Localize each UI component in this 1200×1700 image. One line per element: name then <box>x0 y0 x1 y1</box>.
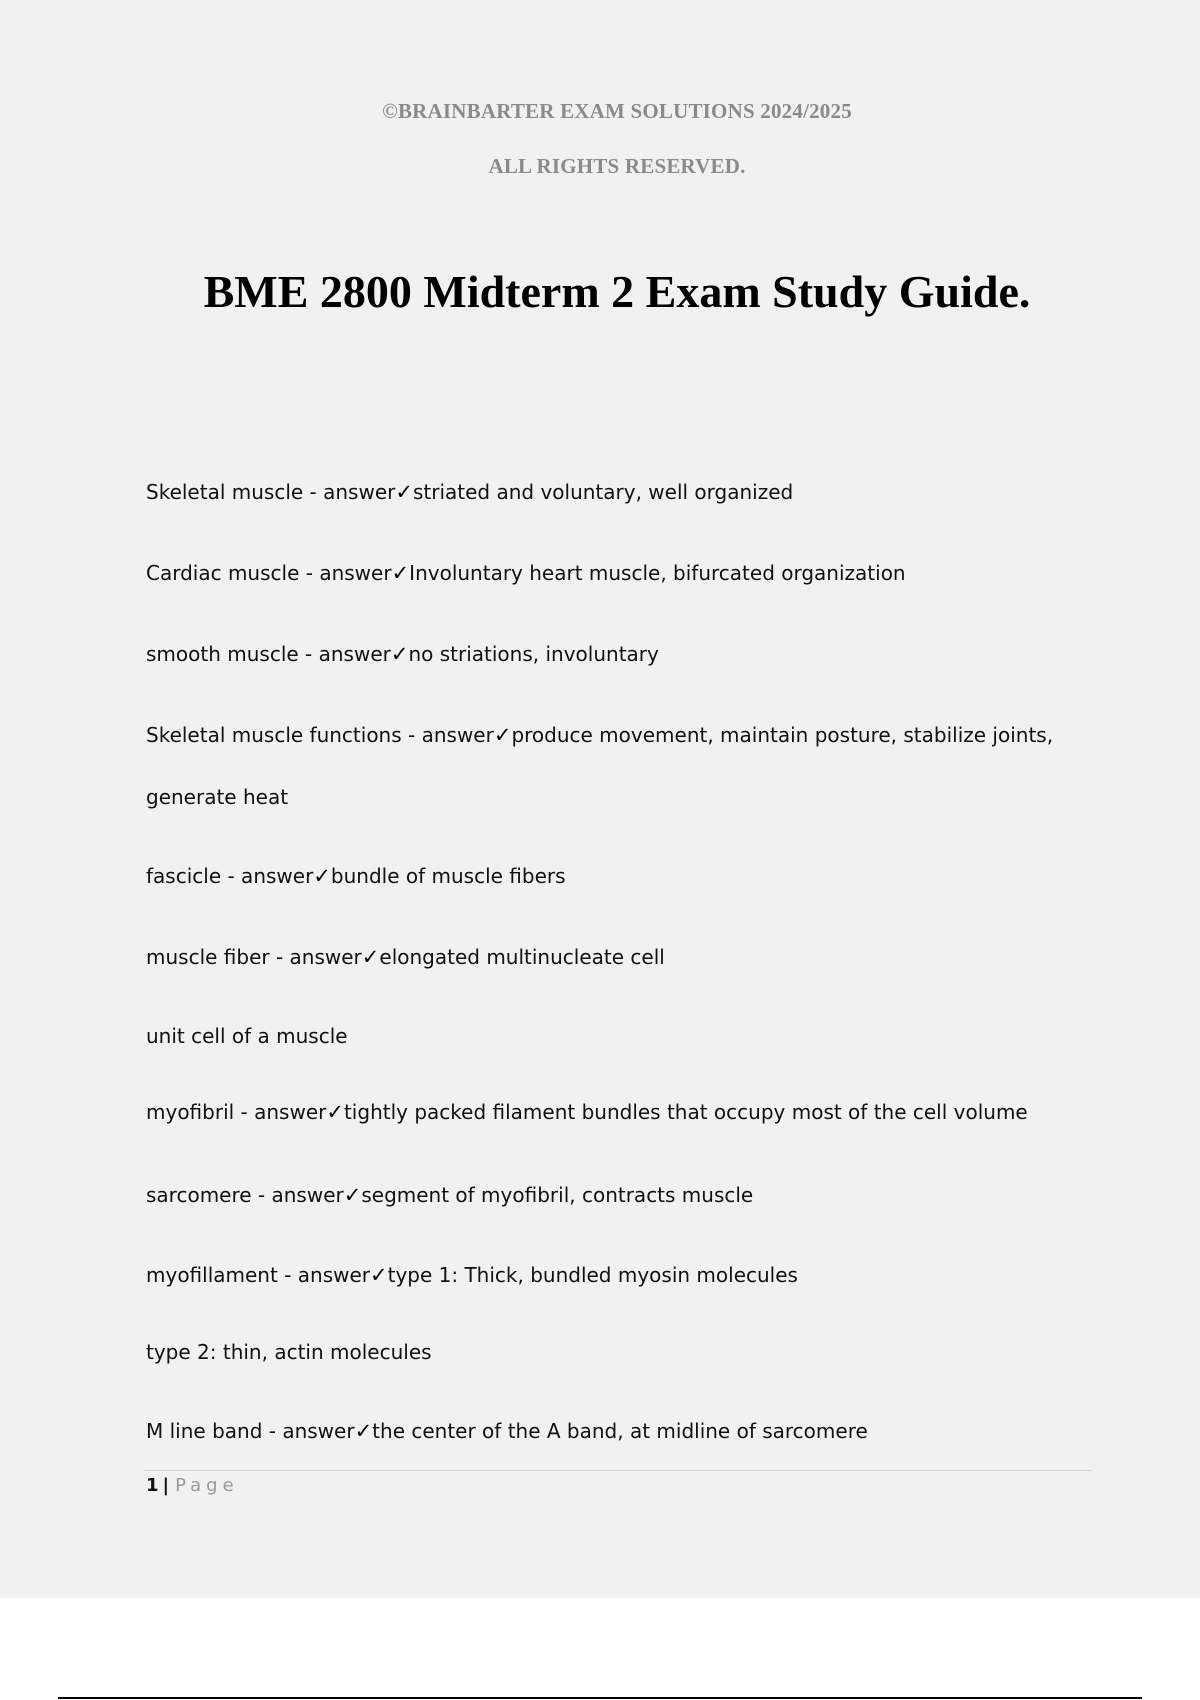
entry-continuation: unit cell of a muscle <box>146 1024 348 1048</box>
entry-answer: type 1: Thick, bundled myosin molecules <box>387 1263 798 1287</box>
entry-continuation: type 2: thin, actin molecules <box>146 1340 432 1364</box>
checkmark-icon: ✓ <box>361 945 380 969</box>
entry-term: myofillament - answer <box>146 1263 370 1287</box>
checkmark-icon: ✓ <box>391 561 410 585</box>
checkmark-icon: ✓ <box>354 1419 373 1443</box>
page-number: 1 <box>146 1475 159 1496</box>
rights-reserved-header: ALL RIGHTS RESERVED. <box>488 154 746 178</box>
entry-smooth-muscle <box>146 642 659 666</box>
checkmark-icon: ✓ <box>493 723 512 747</box>
page-label: Page <box>175 1475 239 1496</box>
checkmark-icon: ✓ <box>395 480 413 504</box>
entry-answer: no striations, involuntary <box>408 642 659 666</box>
checkmark-icon: ✓ <box>326 1100 344 1124</box>
checkmark-icon: ✓ <box>343 1183 362 1207</box>
checkmark-icon: ✓ <box>390 642 409 666</box>
entry-answer: tightly packed filament bundles that occupy most of the cell volume <box>343 1100 1028 1124</box>
entry-term: M line band - answer <box>146 1419 355 1443</box>
entry-skeletal-muscle <box>146 480 793 504</box>
entry-term: Skeletal muscle - answer <box>146 480 396 504</box>
next-page-top-rule <box>58 1697 1142 1699</box>
entry-myofibril <box>146 1100 1028 1124</box>
entry-term: myofibril - answer <box>146 1100 327 1124</box>
entry-sarcomere <box>146 1183 753 1207</box>
entry-answer: elongated multinucleate cell <box>379 945 665 969</box>
entry-term: smooth muscle - answer <box>146 642 391 666</box>
page-footer <box>146 1475 239 1496</box>
copyright-header: ©BRAINBARTER EXAM SOLUTIONS 2024/2025 <box>382 99 852 123</box>
entry-cardiac-muscle <box>146 561 906 585</box>
footer-separator: | <box>162 1475 170 1496</box>
entry-fascicle <box>146 864 566 888</box>
checkmark-icon: ✓ <box>313 864 331 888</box>
entry-muscle-fiber <box>146 945 665 969</box>
entry-answer: Involuntary heart muscle, bifurcated organization <box>409 561 906 585</box>
entry-answer: striated and voluntary, well organized <box>412 480 794 504</box>
entry-myofillament <box>146 1263 798 1287</box>
entry-answer: segment of myofibril, contracts muscle <box>361 1183 754 1207</box>
entry-answer: the center of the A band, at midline of sarcomere <box>372 1419 868 1443</box>
footer-divider <box>144 1470 1092 1471</box>
entry-term: Skeletal muscle functions - answer <box>146 723 494 747</box>
entry-answer: produce movement, maintain posture, stabilize joints, <box>511 723 1054 747</box>
entry-continuation: generate heat <box>146 785 289 809</box>
entry-m-line-band <box>146 1419 868 1443</box>
entry-term: muscle fiber - answer <box>146 945 362 969</box>
entry-term: Cardiac muscle - answer <box>146 561 392 585</box>
entry-skeletal-muscle-functions <box>146 723 1053 747</box>
entry-answer: bundle of muscle fibers <box>330 864 566 888</box>
entry-term: fascicle - answer <box>146 864 314 888</box>
document-title: BME 2800 Midterm 2 Exam Study Guide. <box>203 266 1031 317</box>
checkmark-icon: ✓ <box>370 1263 388 1287</box>
entry-term: sarcomere - answer <box>146 1183 344 1207</box>
